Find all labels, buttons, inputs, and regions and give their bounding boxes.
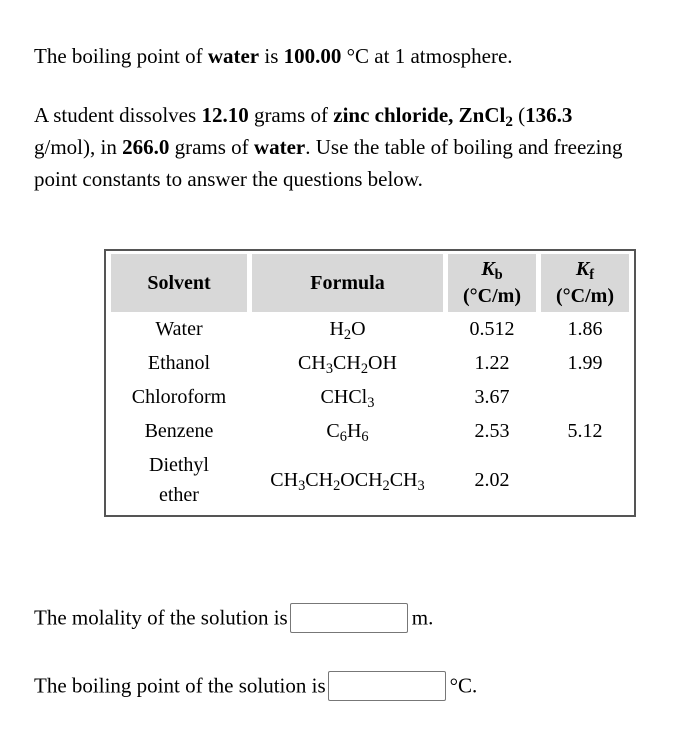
intro-boiling-point	[34, 40, 654, 72]
formula-part: H	[329, 318, 344, 340]
table-row	[111, 414, 629, 448]
formula-subscript: 2	[382, 478, 390, 495]
formula-subscript: 2	[343, 327, 352, 344]
table-row	[111, 312, 629, 346]
formula-cell	[252, 346, 443, 380]
normal-boiling-point: 100.00	[283, 44, 342, 68]
formula-part: C	[326, 420, 340, 442]
solvent-line: ether	[159, 484, 199, 506]
molality-question	[34, 603, 433, 633]
solvent-cell: Ethanol	[147, 352, 211, 374]
kf-cell: 5.12	[567, 420, 603, 442]
problem-text: (	[512, 103, 526, 127]
formula-subscript: 3	[325, 361, 334, 378]
solute-name-text: zinc chloride, ZnCl	[333, 103, 506, 127]
formula-cell	[252, 448, 443, 512]
kb-symbol: K	[481, 258, 495, 280]
formula-part: CH	[333, 352, 361, 374]
intro-text: The boiling point of	[34, 44, 208, 68]
problem-text: grams of	[248, 103, 334, 127]
kf-subscript: f	[589, 267, 595, 284]
solvent-cell	[111, 448, 247, 512]
table-row	[111, 380, 629, 414]
kf-cell	[541, 448, 629, 512]
table-header-row	[111, 254, 629, 312]
kb-cell: 3.67	[474, 386, 510, 408]
formula-part: CH	[298, 352, 326, 374]
kb-cell: 2.53	[474, 420, 510, 442]
formula-part: O	[351, 318, 366, 340]
formula-part: CH	[305, 469, 334, 491]
intro-text: °C at 1 atmosphere.	[341, 44, 513, 68]
kb-subscript: b	[494, 267, 503, 284]
boiling-point-prompt: The boiling point of the solution is	[34, 673, 326, 698]
kb-cell: 0.512	[469, 318, 515, 340]
problem-text: . Use the table of boiling and freezing point constants to answer the questions below.	[34, 135, 623, 191]
constants-table	[106, 254, 634, 512]
boiling-point-input[interactable]	[328, 671, 446, 701]
formula-part: CHCl	[320, 386, 368, 408]
solvent-line: Diethyl	[149, 454, 209, 476]
formula-part: OCH	[340, 469, 383, 491]
kf-unit: (°C/m)	[556, 285, 614, 307]
solute-subscript: 2	[505, 114, 513, 131]
formula-subscript: 3	[417, 478, 425, 495]
molar-mass: 136.3	[525, 103, 573, 127]
problem-text: g/mol), in	[34, 135, 123, 159]
solvent-mass: 266.0	[122, 135, 170, 159]
kb-cell: 1.22	[474, 352, 510, 374]
formula-subscript: 2	[333, 478, 341, 495]
boiling-point-unit: °C.	[449, 673, 478, 698]
solvent-cell: Benzene	[144, 420, 214, 442]
solvent-name: water	[253, 135, 306, 159]
header-kb	[448, 254, 536, 312]
kf-cell: 1.86	[567, 318, 603, 340]
kf-symbol: K	[575, 258, 590, 280]
kb-unit: (°C/m)	[463, 285, 521, 307]
molality-unit: m.	[411, 605, 434, 630]
molality-input[interactable]	[290, 603, 408, 633]
formula-part: CH	[270, 469, 299, 491]
kf-cell: 1.99	[567, 352, 603, 374]
solvent-cell: Chloroform	[131, 386, 227, 408]
problem-text: grams of	[169, 135, 254, 159]
formula-cell	[252, 380, 443, 414]
header-solvent: Solvent	[111, 254, 247, 312]
problem-statement	[34, 99, 634, 195]
formula-subscript: 6	[339, 429, 347, 446]
formula-subscript: 3	[298, 478, 306, 495]
header-formula: Formula	[252, 254, 443, 312]
intro-text: is	[259, 44, 284, 68]
table-row	[111, 448, 629, 512]
formula-subscript: 2	[360, 361, 369, 378]
header-kf	[541, 254, 629, 312]
solvent-cell: Water	[155, 318, 203, 340]
molality-prompt: The molality of the solution is	[34, 605, 288, 630]
formula-part: CH	[389, 469, 418, 491]
constants-table-container	[104, 249, 636, 517]
formula-subscript: 3	[367, 395, 375, 412]
formula-subscript: 6	[361, 429, 369, 446]
formula-part: H	[346, 420, 362, 442]
kb-cell: 2.02	[474, 469, 510, 491]
formula-cell	[252, 414, 443, 448]
solvent-name: water	[207, 44, 260, 68]
solute-name	[333, 103, 513, 131]
formula-cell	[252, 312, 443, 346]
problem-text: A student dissolves	[34, 103, 202, 127]
formula-part: OH	[368, 352, 397, 374]
boiling-point-question	[34, 671, 477, 701]
table-row	[111, 346, 629, 380]
kf-cell	[541, 380, 629, 414]
solute-mass: 12.10	[201, 103, 249, 127]
